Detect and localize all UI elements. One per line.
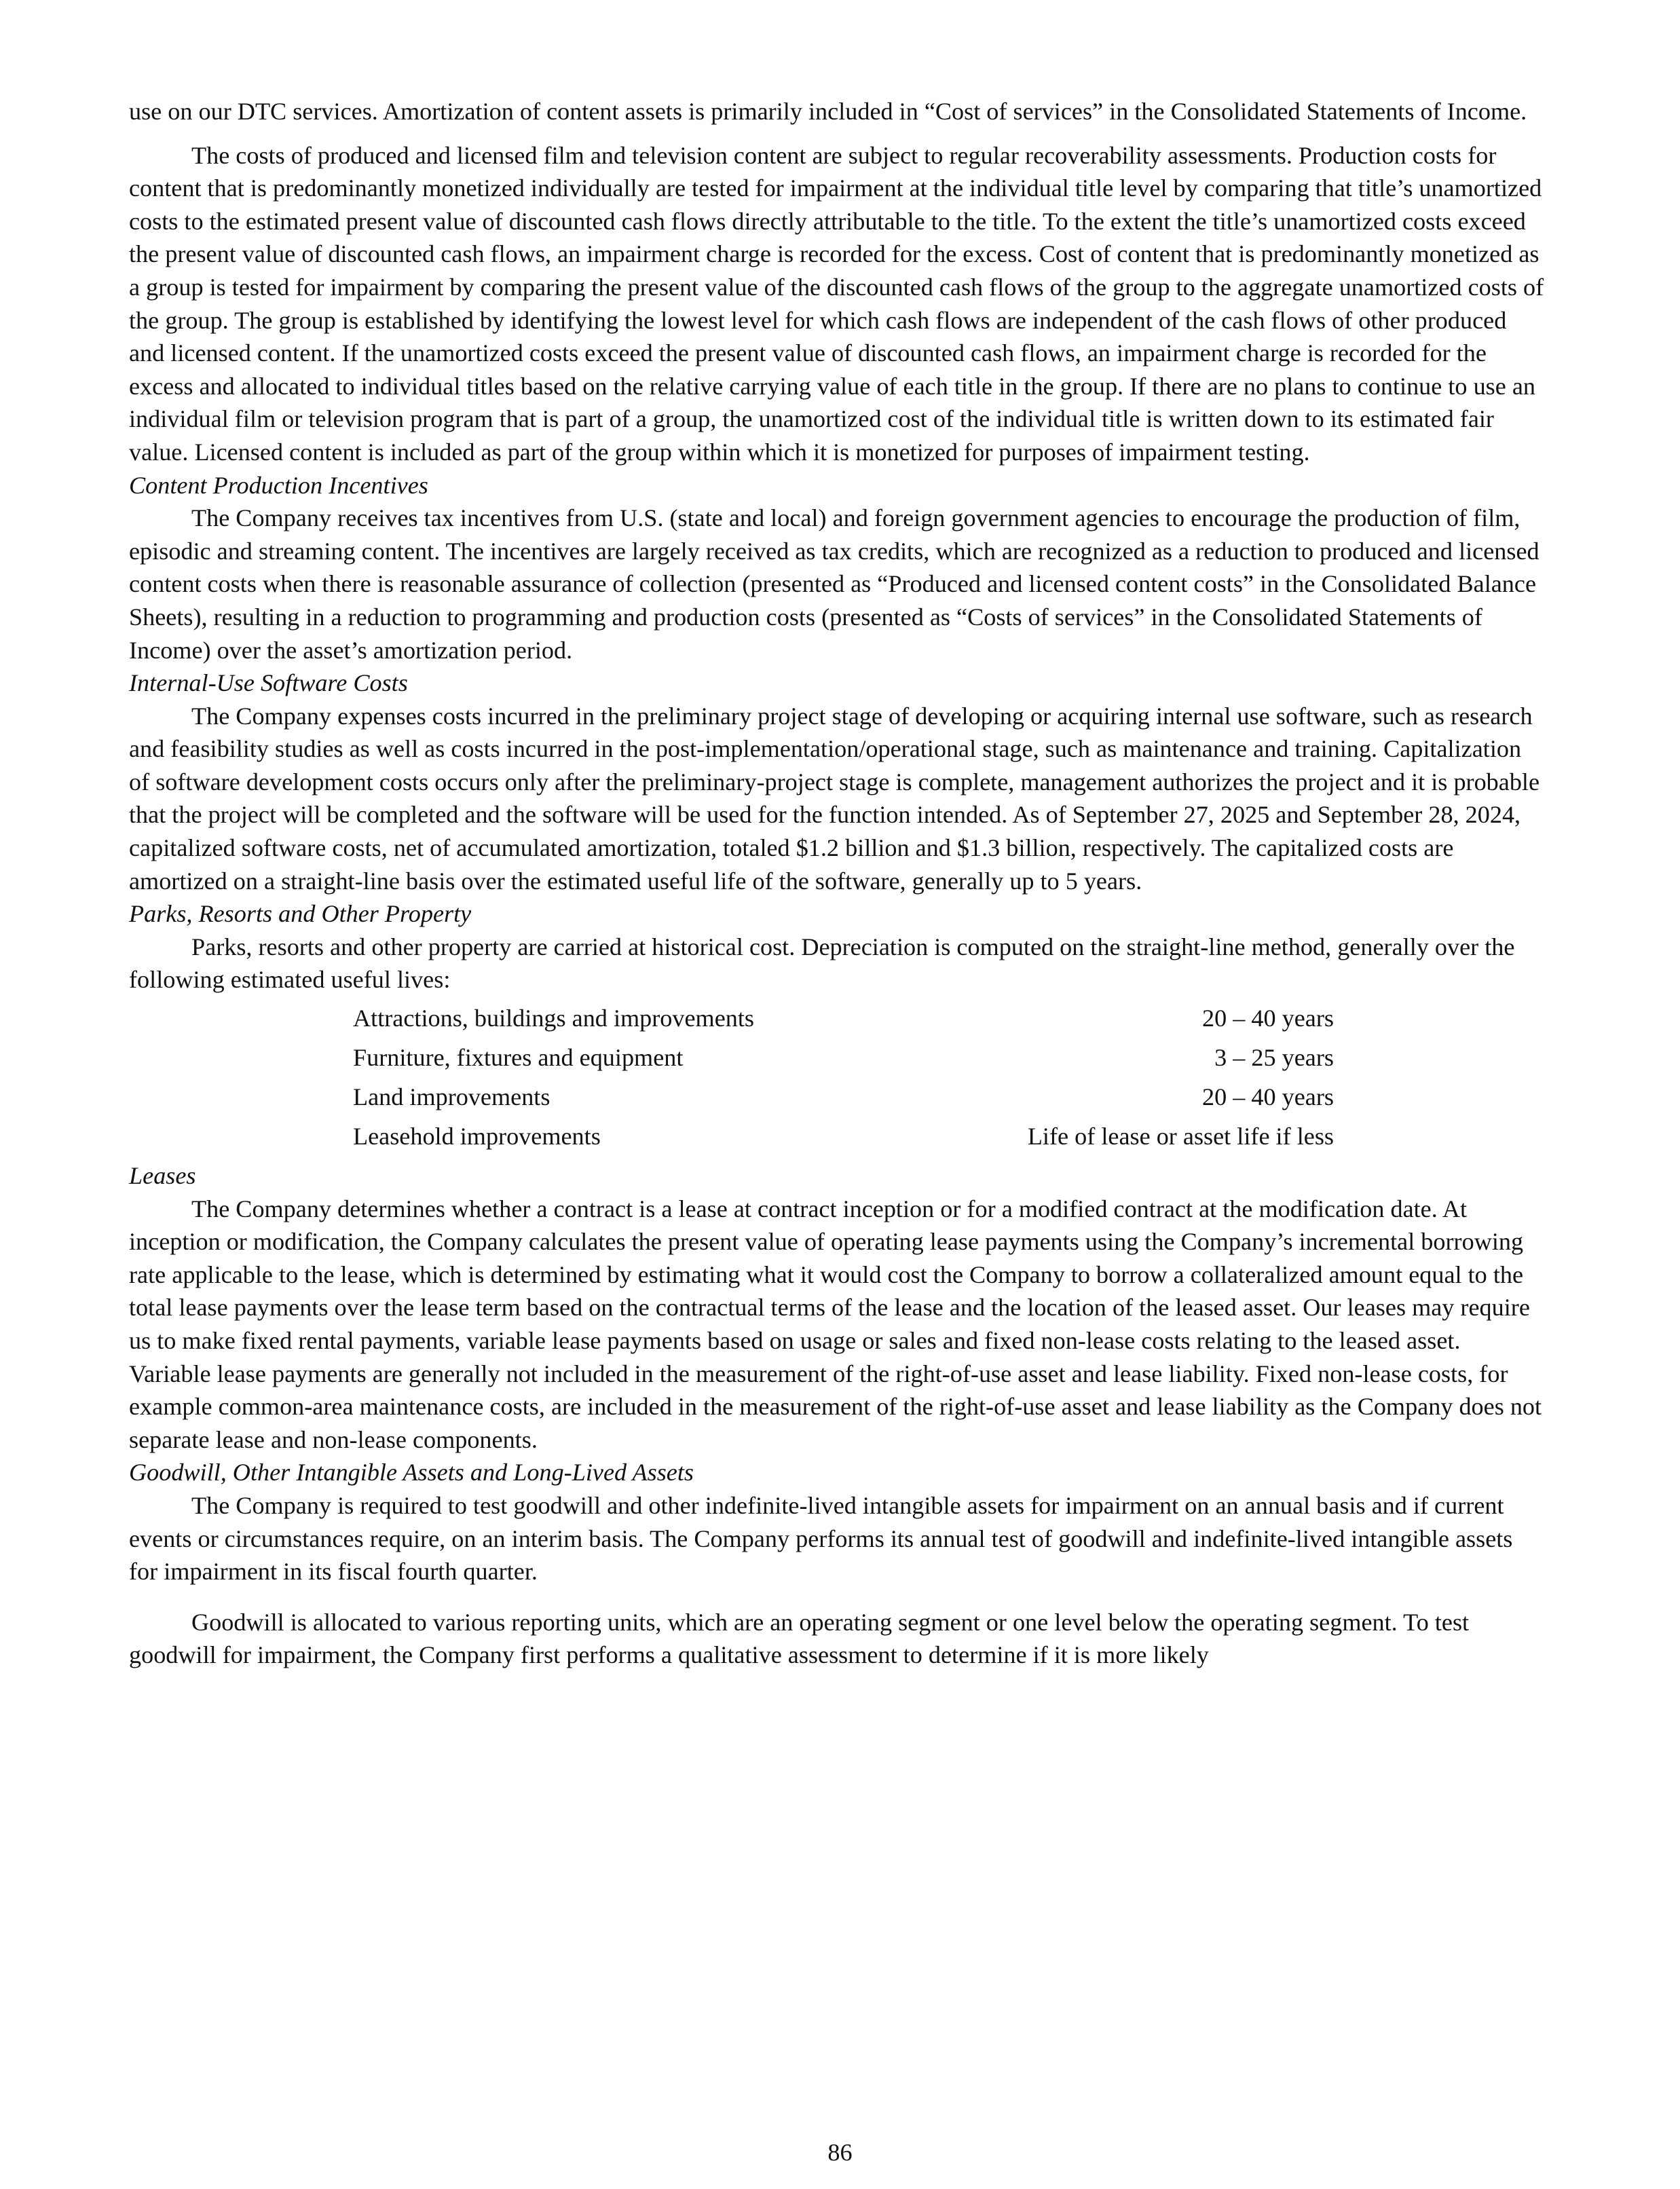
- asset-category: Land improvements: [353, 1083, 550, 1111]
- parks-paragraph: Parks, resorts and other property are carried at historical cost. Depreciation is computed on the straight-line method, generally over the following estimated useful lives:: [129, 933, 1515, 994]
- software-heading: Internal-Use Software Costs: [129, 669, 408, 697]
- content-incentives-paragraph: The Company receives tax incentives from U.S. (state and local) and foreign government agencies to encourage the production of film, episodic and streaming content. The incentives are largely received as tax credits, which are recognized as a reduction to produced and licensed content costs when there is reasonable assurance of collection (presented as “Produced and licensed content costs” in the Consolidated Balance Sheets), resulting in a reduction to programming and production costs (presented as “Costs of services” in the Consolidated Statements of Income) over the asset’s amortization period.: [129, 504, 1539, 664]
- page-content: [129, 95, 1544, 1672]
- goodwill-paragraph-2: Goodwill is allocated to various reporting units, which are an operating segment or one level below the operating segment. To test goodwill for impairment, the Company first performs a qualitative assessment to determine if it is more likely: [129, 1608, 1470, 1669]
- asset-category: Leasehold improvements: [353, 1123, 601, 1150]
- page-number: 86: [827, 2139, 853, 2166]
- useful-life: Life of lease or asset life if less: [1027, 1123, 1334, 1150]
- asset-category: Attractions, buildings and improvements: [353, 1005, 754, 1032]
- software-paragraph: The Company expenses costs incurred in the preliminary project stage of developing or acquiring internal use software, such as research and feasibility studies as well as costs incurred in the post-implementation/operational stage, such as maintenance and training. Capitalization of software development costs occurs only after the preliminary-project stage is complete, management authorizes the project and it is probable that the project will be completed and the software will be used for the function intended. As of September 27, 2025 and September 28, 2024, capitalized software costs, net of accumulated amortization, totaled $1.2 billion and $1.3 billion, respectively. The capitalized costs are amortized on a straight-line basis over the estimated useful life of the software, generally up to 5 years.: [129, 702, 1540, 895]
- table-row: [353, 1041, 1334, 1081]
- table-row: [353, 1081, 1334, 1120]
- content-impairment-paragraph: The costs of produced and licensed film and television content are subject to regular recoverability assessments. Production costs for content that is predominantly monetized individually are tested for impairment at the individual title level by comparing that title’s unamortized costs to the estimated present value of discounted cash flows directly attributable to the title. To the extent the title’s unamortized costs exceed the present value of discounted cash flows, an impairment charge is recorded for the excess. Cost of content that is predominantly monetized as a group is tested for impairment by comparing the present value of the discounted cash flows of the group to the aggregate unamortized costs of the group. The group is established by identifying the lowest level for which cash flows are independent of the cash flows of other produced and licensed content. If the unamortized costs exceed the present value of discounted cash flows, an impairment charge is recorded for the excess and allocated to individual titles based on the relative carrying value of each title in the group. If there are no plans to continue to use an individual film or television program that is part of a group, the unamortized cost of the individual title is written down to its estimated fair value. Licensed content is included as part of the group within which it is monetized for purposes of impairment testing.: [129, 141, 1544, 466]
- useful-life: 3 – 25 years: [1214, 1044, 1334, 1072]
- table-row: [353, 1120, 1334, 1159]
- leases-heading: Leases: [129, 1162, 196, 1190]
- parks-heading: Parks, Resorts and Other Property: [129, 900, 472, 928]
- goodwill-heading: Goodwill, Other Intangible Assets and Long-Lived Assets: [129, 1459, 694, 1486]
- content-incentives-heading: Content Production Incentives: [129, 471, 428, 499]
- useful-life: 20 – 40 years: [1202, 1005, 1334, 1032]
- leases-paragraph: The Company determines whether a contract is a lease at contract inception or for a modified contract at the modification date. At inception or modification, the Company calculates the present value of operating lease payments using the Company’s incremental borrowing rate applicable to the lease, which is determined by estimating what it would cost the Company to borrow a collateralized amount equal to the total lease payments over the lease term based on the contractual terms of the lease and the location of the leased asset. Our leases may require us to make fixed rental payments, variable lease payments based on usage or sales and fixed non-lease costs relating to the leased asset. Variable lease payments are generally not included in the measurement of the right-of-use asset and lease liability. Fixed non-lease costs, for example common-area maintenance costs, are included in the measurement of the right-of-use asset and lease liability as the Company does not separate lease and non-lease components.: [129, 1195, 1542, 1453]
- goodwill-paragraph-1: The Company is required to test goodwill and other indefinite-lived intangible assets for impairment on an annual basis and if current events or circumstances require, on an interim basis. The Company performs its annual test of goodwill and indefinite-lived intangible assets for impairment in its fiscal fourth quarter.: [129, 1491, 1513, 1586]
- useful-lives-table: [353, 1002, 1334, 1159]
- asset-category: Furniture, fixtures and equipment: [353, 1044, 684, 1072]
- useful-life: 20 – 40 years: [1202, 1083, 1334, 1111]
- continuation-paragraph: use on our DTC services. Amortization of content assets is primarily included in “Cost of services” in the Consolidated Statements of Income.: [129, 98, 1527, 125]
- table-row: [353, 1002, 1334, 1041]
